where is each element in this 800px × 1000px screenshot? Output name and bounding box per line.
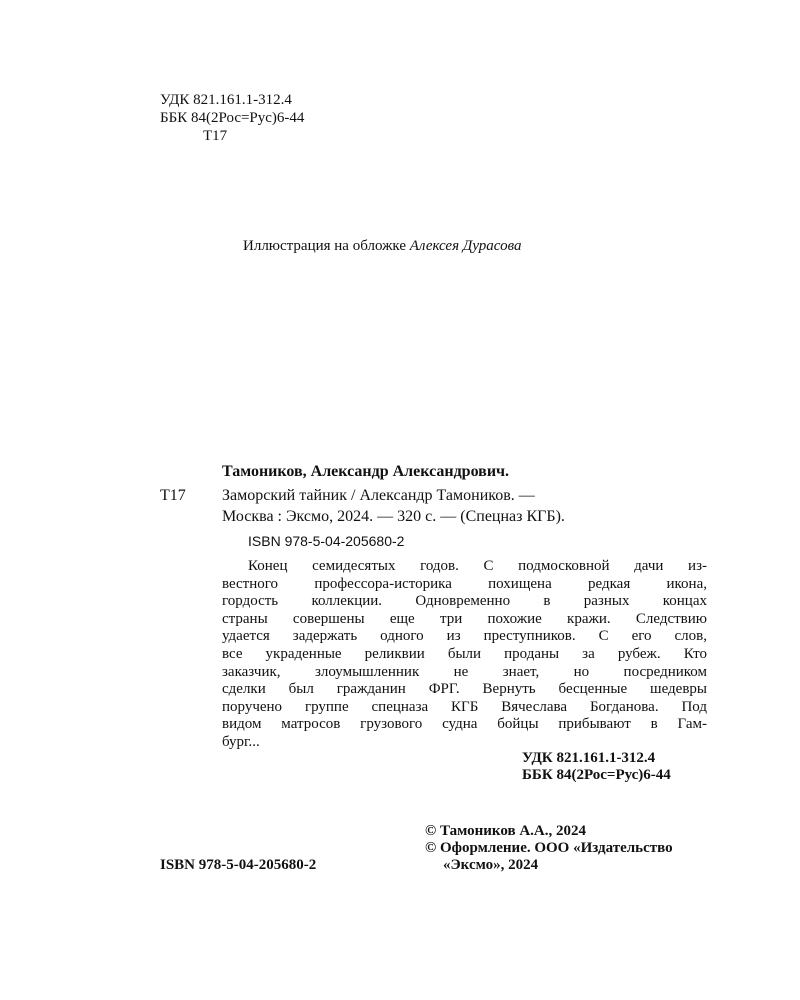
illustration-artist: Алексея Дурасова: [409, 238, 522, 254]
annotation-line: видом матросов грузового судна бойцы прибывают в Гам-: [222, 716, 707, 733]
copyright-design-line2: «Эксмо», 2024: [443, 857, 539, 873]
annotation-line: заказчик, злоумышленник не знает, но посредником: [222, 663, 707, 680]
header-udk: УДК 821.161.1-312.4: [160, 92, 292, 108]
footer-isbn: ISBN 978-5-04-205680-2: [160, 857, 317, 873]
annotation-line: Конец семидесятых годов. С подмосковной дачи из-: [248, 558, 707, 574]
annotation-line: сделки был гражданин ФРГ. Вернуть бесценные шедевры: [222, 681, 707, 698]
annotation-line: удается задержать одного из преступников. С его слов,: [222, 628, 707, 645]
illustration-credit: [243, 238, 521, 255]
record-code: Т17: [160, 487, 186, 504]
annotation-line: бург...: [222, 733, 260, 750]
copyright-design-line1: © Оформление. ООО «Издательство: [425, 840, 673, 856]
annotation-line: гордость коллекции. Одновременно в разных концах: [222, 593, 707, 610]
illustration-prefix: Иллюстрация на обложке: [243, 238, 410, 254]
annotation-line: вестного профессора-историка похищена редкая икона,: [222, 575, 707, 592]
copyright-author: © Тамоников А.А., 2024: [425, 823, 586, 839]
record-publisher-line: Москва : Эксмо, 2024. — 320 с. — (Спецназ КГБ).: [222, 508, 565, 525]
header-bbk: ББК 84(2Рос=Рус)6-44: [160, 110, 305, 126]
classification-bbk: ББК 84(2Рос=Рус)6-44: [522, 767, 671, 783]
record-title-line: Заморский тайник / Александр Тамоников. —: [222, 487, 535, 504]
annotation-line: поручено группе спецназа КГБ Вячеслава Богданова. Под: [222, 698, 707, 715]
header-code: Т17: [203, 128, 228, 144]
annotation: [222, 558, 707, 752]
record-isbn: ISBN 978-5-04-205680-2: [248, 533, 405, 549]
annotation-line: все украденные реликвии были проданы за рубеж. Кто: [222, 645, 707, 662]
classification-udk: УДК 821.161.1-312.4: [522, 750, 656, 766]
record-author: Тамоников, Александр Александрович.: [222, 463, 510, 480]
annotation-line: страны совершены еще три похожие кражи. Следствию: [222, 610, 707, 627]
